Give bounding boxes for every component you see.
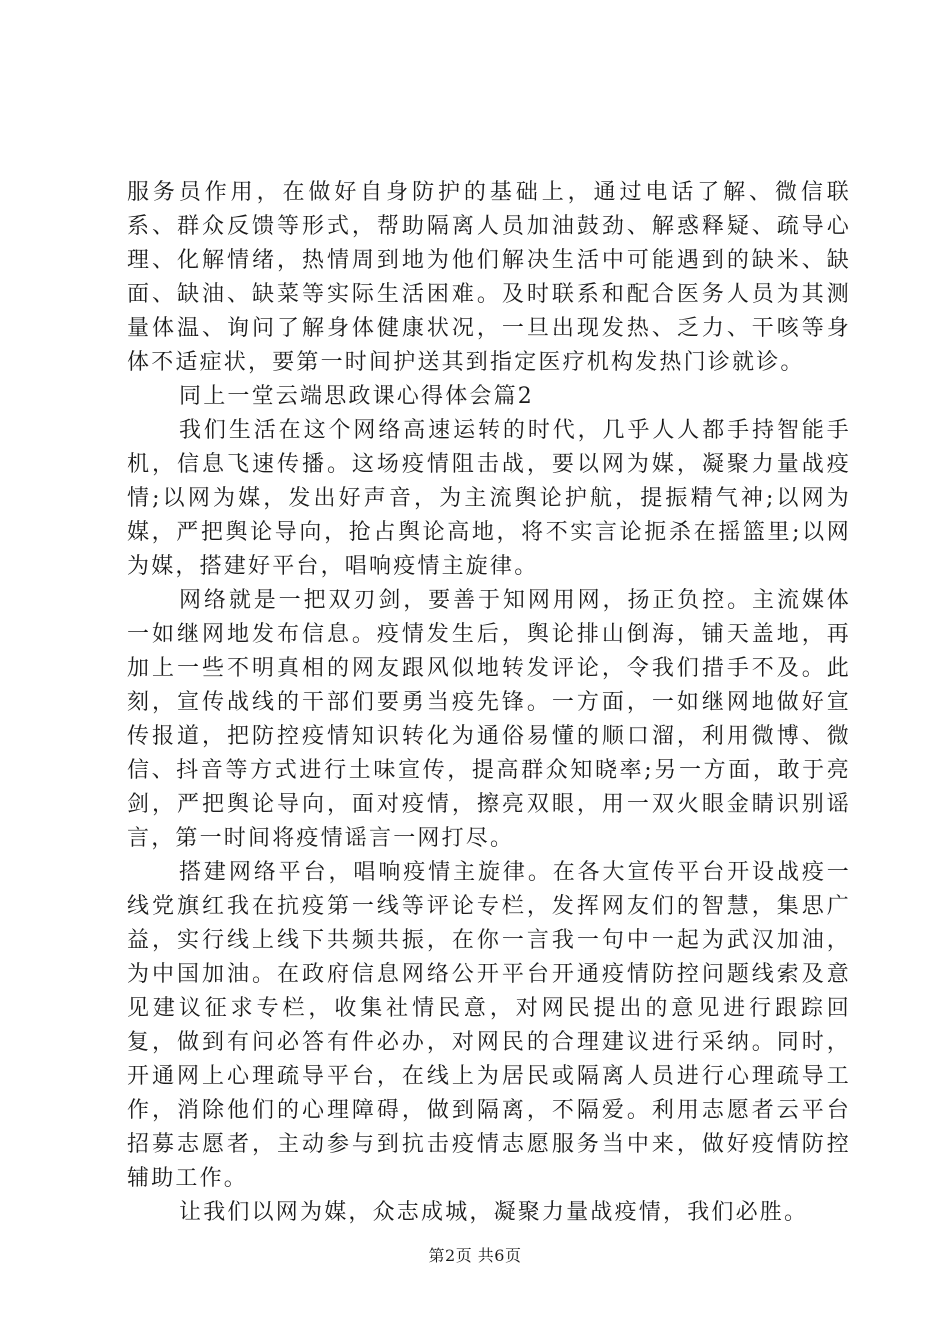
paragraph: 网络就是一把双刃剑，要善于知网用网，扬正负控。主流媒体一如继网地发布信息。疫情发生后，舆论排山倒海，铺天盖地，再加上一些不明真相的网友跟风似地转发评论，令我们措手不及。此刻，宣传战线的干部们要勇当疫先锋。一方面，一如继网地做好宣传报道，把防控疫情知识转化为通俗易懂的顺口溜，利用微博、微信、抖音等方式进行土味宣传，提高群众知晓率;另一方面，敢于亮剑，严把舆论导向，面对疫情，擦亮双眼，用一双火眼金睛识别谣言，第一时间将疫情谣言一网打尽。 [127, 588, 851, 851]
paragraph: 搭建网络平台，唱响疫情主旋律。在各大宣传平台开设战疫一线党旗红我在抗疫第一线等评论专栏，发挥网友们的智慧，集思广益，实行线上线下共频共振，在你一言我一句中一起为武汉加油，为中国加油。在政府信息网络公开平台开通疫情防控问题线索及意见建议征求专栏，收集社情民意，对网民提出的意见进行跟踪回复，做到有问必答有件必办，对网民的合理建议进行采纳。同时，开通网上心理疏导平台，在线上为居民或隔离人员进行心理疏导工作，消除他们的心理障碍，做到隔离，不隔爱。利用志愿者云平台招募志愿者，主动参与到抗击疫情志愿服务当中来，做好疫情防控辅助工作。 [127, 860, 851, 1191]
document-body [127, 176, 851, 1230]
paragraph-closing: 让我们以网为媒，众志成城，凝聚力量战疫情，我们必胜。 [179, 1200, 809, 1225]
section-heading: 同上一堂云端思政课心得体会篇2 [179, 384, 534, 409]
page-number: 第2页 共6页 [428, 1246, 522, 1265]
paragraph: 我们生活在这个网络高速运转的时代，几乎人人都手持智能手机，信息飞速传播。这场疫情阻击战，要以网为媒，凝聚力量战疫情;以网为媒，发出好声音，为主流舆论护航，提振精气神;以网为媒，严把舆论导向，抢占舆论高地，将不实言论扼杀在摇篮里;以网为媒，搭建好平台，唱响疫情主旋律。 [127, 418, 851, 579]
paragraph-continuation: 服务员作用，在做好自身防护的基础上，通过电话了解、微信联系、群众反馈等形式，帮助隔离人员加油鼓劲、解惑释疑、疏导心理、化解情绪，热情周到地为他们解决生活中可能遇到的缺米、缺面、缺油、缺菜等实际生活困难。及时联系和配合医务人员为其测量体温、询问了解身体健康状况，一旦出现发热、乏力、干咳等身体不适症状，要第一时间护送其到指定医疗机构发热门诊就诊。 [127, 180, 851, 375]
